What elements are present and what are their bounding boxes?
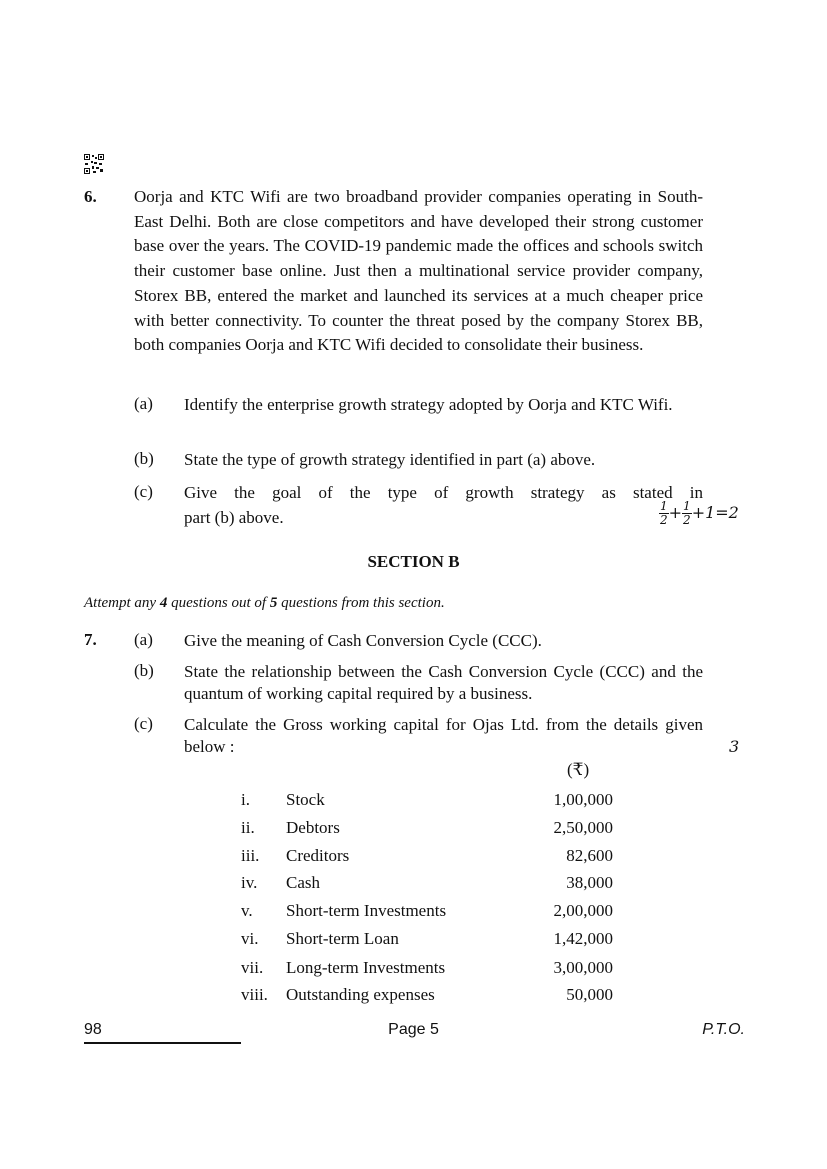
row-amount: 50,000 bbox=[566, 985, 613, 1004]
qr-code-icon bbox=[84, 154, 104, 174]
row-numeral: iv. bbox=[241, 873, 258, 892]
instruction-text: questions from this section. bbox=[277, 595, 445, 611]
row-item: Debtors bbox=[286, 818, 340, 837]
footer-divider bbox=[84, 1042, 241, 1044]
q6-part-b-label: (b) bbox=[134, 449, 154, 468]
q7-marks: 3 bbox=[729, 737, 740, 756]
fraction-numerator: 1 bbox=[683, 499, 691, 513]
q6-part-b-text: State the type of growth strategy identified in part (a) above. bbox=[184, 450, 596, 469]
row-numeral: ii. bbox=[241, 818, 255, 837]
row-item: Stock bbox=[286, 790, 325, 809]
question-7-number: 7. bbox=[84, 630, 97, 649]
row-numeral: iii. bbox=[241, 846, 260, 865]
fraction-numerator: 1 bbox=[660, 499, 668, 513]
section-title: SECTION B bbox=[367, 552, 460, 571]
row-numeral: viii. bbox=[241, 985, 268, 1004]
row-amount: 3,00,000 bbox=[553, 958, 613, 977]
q7-part-b-label: (b) bbox=[134, 661, 154, 680]
q6-part-c-text-line2: part (b) above. bbox=[184, 508, 284, 527]
q6-part-a-label: (a) bbox=[134, 394, 153, 413]
q6-part-a-text: Identify the enterprise growth strategy adopted by Oorja and KTC Wifi. bbox=[184, 395, 673, 414]
currency-header: (₹) bbox=[567, 760, 590, 779]
q7-part-c-text: Calculate the Gross working capital for Ojas Ltd. from the details given below : bbox=[184, 715, 703, 756]
page-number: Page 5 bbox=[388, 1021, 439, 1038]
pto-label: P.T.O. bbox=[702, 1021, 745, 1038]
q6-marks-plus: + bbox=[668, 503, 683, 522]
q7-part-a-label: (a) bbox=[134, 630, 153, 649]
row-amount: 82,600 bbox=[566, 846, 613, 865]
row-item: Creditors bbox=[286, 846, 350, 865]
instruction-count-attempt: 4 bbox=[159, 595, 168, 611]
row-item: Outstanding expenses bbox=[286, 985, 435, 1004]
question-6-paragraph: Oorja and KTC Wifi are two broadband provider companies operating in South-East Delhi. Both are close competitors and have developed their strong customer base over the years. The COVID-19 pandemic made the offices and schools switch their customer base online. Just then a multinational service provider company, Storex BB, entered the market and launched its services at a much cheaper price with better connectivity. To counter the threat posed by the company Storex BB, both companies Oorja and KTC Wifi decided to consolidate their business. bbox=[134, 187, 703, 355]
section-instruction bbox=[84, 595, 445, 612]
q6-part-c-label: (c) bbox=[134, 482, 153, 501]
q6-marks-rest: +1=2 bbox=[691, 503, 739, 522]
fraction-denominator: 2 bbox=[683, 513, 691, 527]
row-item: Cash bbox=[286, 873, 320, 892]
q6-marks-fraction-2 bbox=[682, 500, 692, 527]
q6-marks-fraction-1 bbox=[659, 500, 669, 527]
q7-part-c-label: (c) bbox=[134, 714, 153, 733]
row-amount: 1,00,000 bbox=[553, 790, 613, 809]
row-numeral: vii. bbox=[241, 958, 264, 977]
row-amount: 38,000 bbox=[566, 873, 613, 892]
row-item: Short-term Investments bbox=[286, 901, 447, 920]
row-numeral: vi. bbox=[241, 929, 259, 948]
row-numeral: i. bbox=[241, 790, 250, 809]
q6-marks bbox=[659, 500, 739, 527]
row-item: Short-term Loan bbox=[286, 929, 399, 948]
instruction-text: Attempt any bbox=[84, 595, 160, 611]
instruction-text: questions out of bbox=[167, 595, 270, 611]
q7-part-b-text: State the relationship between the Cash Conversion Cycle (CCC) and the quantum of working capital required by a business. bbox=[184, 662, 703, 703]
row-numeral: v. bbox=[241, 901, 253, 920]
q6-part-c-text-line1: Give the goal of the type of growth strategy as stated in bbox=[184, 483, 703, 502]
row-amount: 2,00,000 bbox=[553, 901, 613, 920]
question-6-number: 6. bbox=[84, 187, 97, 206]
row-amount: 1,42,000 bbox=[553, 929, 613, 948]
row-amount: 2,50,000 bbox=[553, 818, 613, 837]
instruction-count-total: 5 bbox=[269, 595, 278, 611]
fraction-denominator: 2 bbox=[660, 513, 668, 527]
q7-part-a-text: Give the meaning of Cash Conversion Cycle (CCC). bbox=[184, 631, 542, 650]
paper-code: 98 bbox=[84, 1021, 102, 1038]
row-item: Long-term Investments bbox=[286, 958, 446, 977]
